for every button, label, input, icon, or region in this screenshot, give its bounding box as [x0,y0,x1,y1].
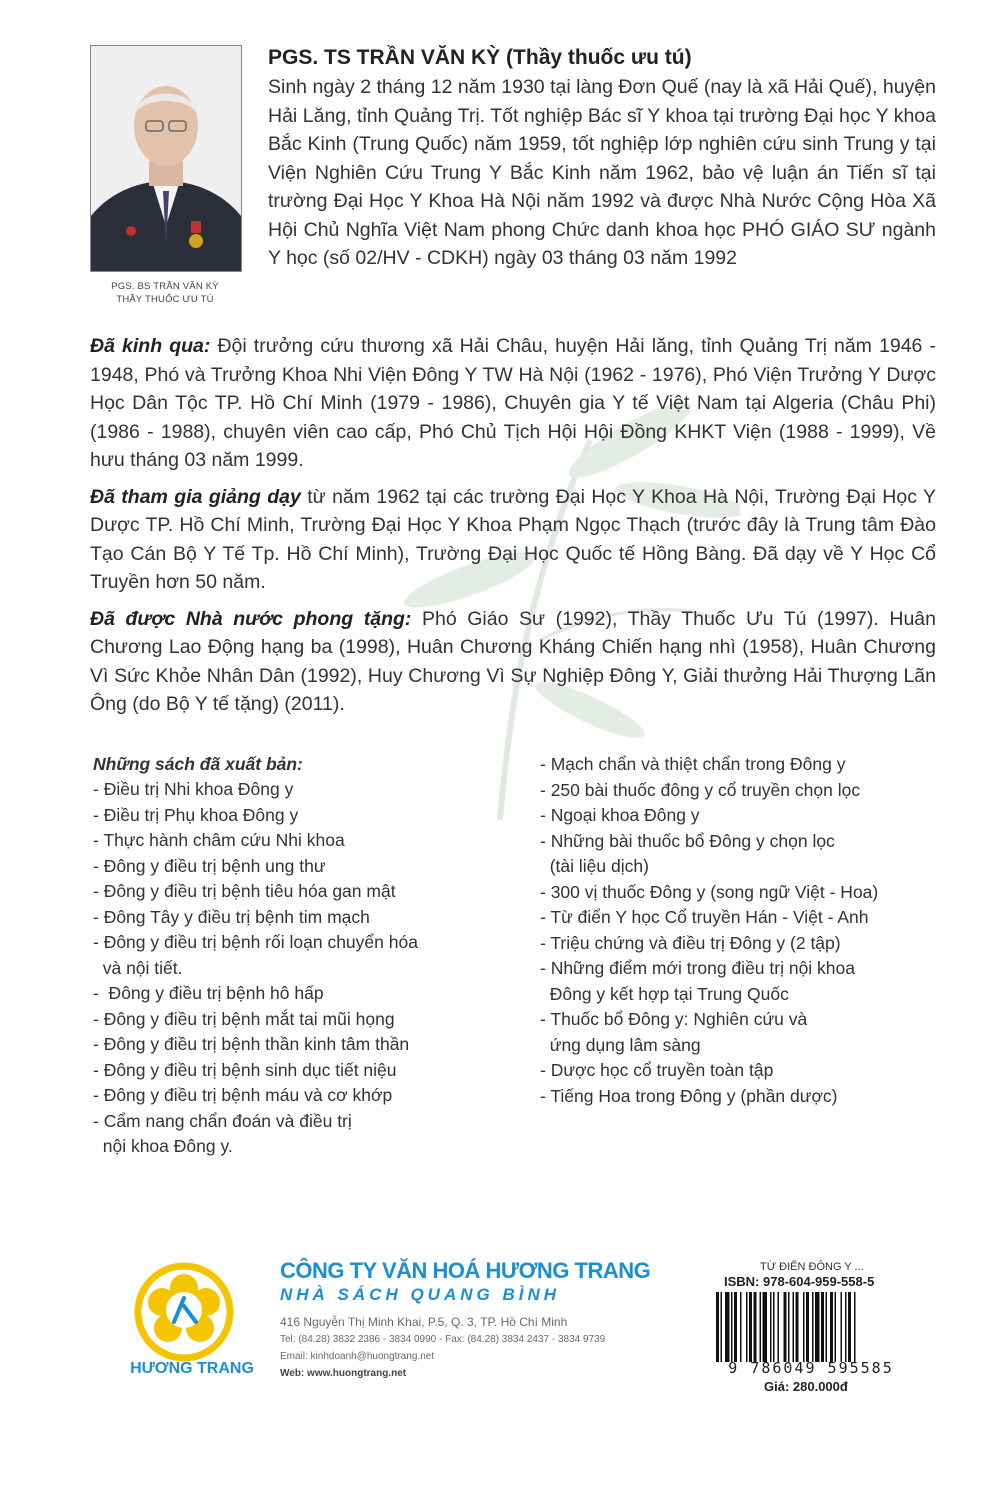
publisher-logo [112,1262,272,1387]
book-item: - Thuốc bổ Đông y: Nghiên cứu và [540,1009,808,1029]
barcode-bar [725,1292,730,1362]
isbn-text: ISBN: 978-604-959-558-5 [724,1274,875,1289]
book-item: - Ngoại khoa Đông y [540,805,700,825]
barcode-block [712,1260,910,1395]
barcode-bar [854,1292,856,1362]
author-bio-text: Sinh ngày 2 tháng 12 năm 1930 tại làng Đơn Quế (nay là xã Hải Quế), huyện Hải Lăng, tỉnh Quảng Trị. Tốt nghiệp Bác sĩ Y khoa tại trường Đại học Y khoa Bắc Kinh (Trung Quốc) năm 1959, tốt nghiệp lớp nghiên cứu sinh Trung y tại Viện Nghiên Cứu Trung Y Bắc Kinh năm 1962, bảo vệ luận án Tiến sĩ tại trường Đại Học Y Khoa Hà Nội năm 1992 và được Nhà Nước Cộng Hòa Xã Hội Chủ Nghĩa Việt Nam phong Chức danh khoa học PHÓ GIÁO SƯ ngành Y học (số 02/HV - CDKH) ngày 03 tháng 03 năm 1992 [268,76,936,269]
barcode-bar [848,1292,851,1362]
barcode-bar [731,1292,733,1362]
experience-section [90,332,936,475]
experience-text: Đội trưởng cứu thương xã Hải Châu, huyện Hải lăng, tỉnh Quảng Trị năm 1946 - 1948, Phó và Trưởng Khoa Nhi Viện Đông Y TW Hà Nội (1962 - 1976), Phó Viện Trưởng Y Dược Học Dân Tộc TP. Hồ Chí Minh (1979 - 1986), Chuyên gia Y tế Việt Nam tại Algeria (Châu Phi) (1986 - 1988), chuyên viên cao cấp, Phó Chủ Tịch Hội Hội Đồng KHKT Viện (1988 - 1999), Về hưu tháng 03 năm 1999. [90,335,936,471]
barcode-bar [763,1292,768,1362]
barcode-bar [803,1292,805,1362]
company-address: 416 Nguyễn Thị Minh Khai, P.5, Q. 3, TP. Hồ Chí Minh [280,1315,568,1329]
author-name: PGS. TS TRẦN VĂN KỲ [268,46,501,69]
book-item: (tài liệu dịch) [540,856,649,876]
author-heading [268,44,936,71]
author-portrait-illustration [91,46,241,271]
book-item: - Tiếng Hoa trong Đông y (phần dược) [540,1085,838,1106]
barcode-bar [845,1292,847,1362]
barcode-bar [841,1292,843,1362]
barcode-bar [812,1292,814,1362]
books-column-left [93,752,513,1160]
book-item: - Điều trị Nhi khoa Đông y [93,779,294,799]
teaching-lead: Đã tham gia giảng dạy [90,485,301,508]
book-item: - Đông y điều trị bệnh hô hấp [93,983,324,1003]
photo-caption-line2: THẦY THUỐC ƯU TÚ [116,294,214,305]
books-list-right [540,752,940,1109]
barcode-bar [760,1292,762,1362]
book-item: và nội tiết. [93,957,183,978]
book-item: - Từ điển Y học Cổ truyền Hán - Việt - Anh [540,907,869,927]
barcode-bar [815,1292,820,1362]
author-photo-block [90,45,240,306]
book-item: - Triệu chứng và điều trị Đông y (2 tập) [540,932,841,953]
barcode-bar [778,1292,780,1362]
book-item: - Đông Tây y điều trị bệnh tim mạch [93,906,370,927]
book-item: - Những điểm mới trong điều trị nội khoa [540,958,855,978]
book-item: - Mạch chẩn và thiệt chẩn trong Đông y [540,754,846,774]
author-bio [268,44,936,273]
photo-caption-line1: PGS. BS TRẦN VĂN KỲ [111,281,219,292]
company-phone: Tel: (84.28) 3832 2386 - 3834 0990 - Fax: (84.28) 3834 2437 - 3834 9739 [280,1334,606,1345]
barcode-bar [770,1292,772,1362]
experience-lead: Đã kinh qua: [90,335,211,357]
book-item: - Đông y điều trị bệnh mắt tai mũi họng [93,1008,395,1029]
logo-wordmark: HƯƠNG TRANG [130,1360,254,1377]
barcode-bar [740,1292,742,1362]
book-item: - Dược học cổ truyền toàn tập [540,1060,774,1080]
author-title: (Thầy thuốc ưu tú) [506,46,692,69]
teaching-section [90,483,936,597]
book-item: - Thực hành châm cứu Nhi khoa [93,830,345,850]
career-sections [90,332,936,727]
books-title: Những sách đã xuất bản: [93,754,303,774]
company-email: Email: kinhdoanh@huongtrang.net [280,1351,435,1362]
barcode-bar [826,1292,828,1362]
book-item: nội khoa Đông y. [93,1136,233,1156]
book-item: - Cẩm nang chẩn đoán và điều trị [93,1110,352,1131]
barcode-digits: 9 786049 595585 [728,1359,894,1377]
book-item: - Đông y điều trị bệnh ung thư [93,855,326,876]
barcode-bar [788,1292,790,1362]
shop-name: NHÀ SÁCH QUANG BÌNH [280,1285,560,1304]
company-website [280,1365,660,1382]
awards-lead: Đã được Nhà nước phong tặng: [90,607,412,630]
book-item: - Đông y điều trị bệnh tiêu hóa gan mật [93,881,396,901]
barcode-bar [784,1292,787,1362]
barcode-bar [796,1292,799,1362]
book-item: - Đông y điều trị bệnh thần kinh tâm thần [93,1034,410,1054]
books-column-right [540,752,940,1109]
book-item: - Đông y điều trị bệnh máu và cơ khớp [93,1085,393,1105]
book-item: - 250 bài thuốc đông y cổ truyền chọn lọc [540,779,861,800]
barcode-bar [806,1292,809,1362]
publisher-info [280,1258,660,1382]
barcode-bar [754,1292,757,1362]
barcode-bar [746,1292,748,1362]
teaching-text: từ năm 1962 tại các trường Đại Học Y Khoa Hà Nội, Trường Đại Học Y Dược TP. Hồ Chí Minh, Trường Đại Học Y Khoa Phạm Ngọc Thạch (trước đây là Trung tâm Đào Tạo Cán Bộ Y Tế Tp. Hồ Chí Minh), Trường Đại Học Quốc tế Hồng Bàng. Đã dạy về Y Học Cổ Truyền hơn 50 năm. [90,485,936,593]
book-item: - Đông y điều trị bệnh rối loạn chuyển hóa [93,932,418,952]
barcode-image [712,1292,910,1362]
barcode-bar [721,1292,723,1362]
book-item: - Đông y điều trị bệnh sinh dục tiết niệu [93,1059,397,1080]
company-name: CÔNG TY VĂN HOÁ HƯƠNG TRANG [280,1258,651,1283]
barcode-bar [835,1292,837,1362]
barcode-bar [773,1292,775,1362]
awards-section [90,605,936,719]
book-item: - 300 vị thuốc Đông y (song ngữ Việt - Hoa) [540,881,879,902]
barcode-bar [793,1292,795,1362]
awards-text: Phó Giáo Sư (1992), Thầy Thuốc Ưu Tú (1997). Huân Chương Lao Động hạng ba (1998), Huân Chương Kháng Chiến hạng nhì (1958), Huân Chương Vì Sức Khỏe Nhân Dân (1992), Huy Chương Vì Sự Nghiệp Đông Y, Giải thưởng Hải Thượng Lãn Ông (do Bộ Y tế tặng) (2011). [90,607,936,715]
barcode-bar [830,1292,833,1362]
books-list-left [93,777,513,1160]
book-item: - Những bài thuốc bổ Đông y chọn lọc [540,830,835,851]
barcode-bar [734,1292,737,1362]
book-item: Đông y kết hợp tại Trung Quốc [540,983,789,1004]
book-item: - Điều trị Phụ khoa Đông y [93,804,299,825]
barcode-title: TỪ ĐIỂN ĐÔNG Y ... [760,1261,864,1273]
price-text: Giá: 280.000đ [764,1379,848,1394]
author-photo [90,45,242,272]
company-website-text: Web: www.huongtrang.net [280,1368,407,1379]
barcode-bar [821,1292,824,1362]
barcode-bar [716,1292,719,1362]
barcode-bar [749,1292,752,1362]
book-item: ứng dụng lâm sàng [540,1034,701,1055]
photo-caption [90,280,240,306]
